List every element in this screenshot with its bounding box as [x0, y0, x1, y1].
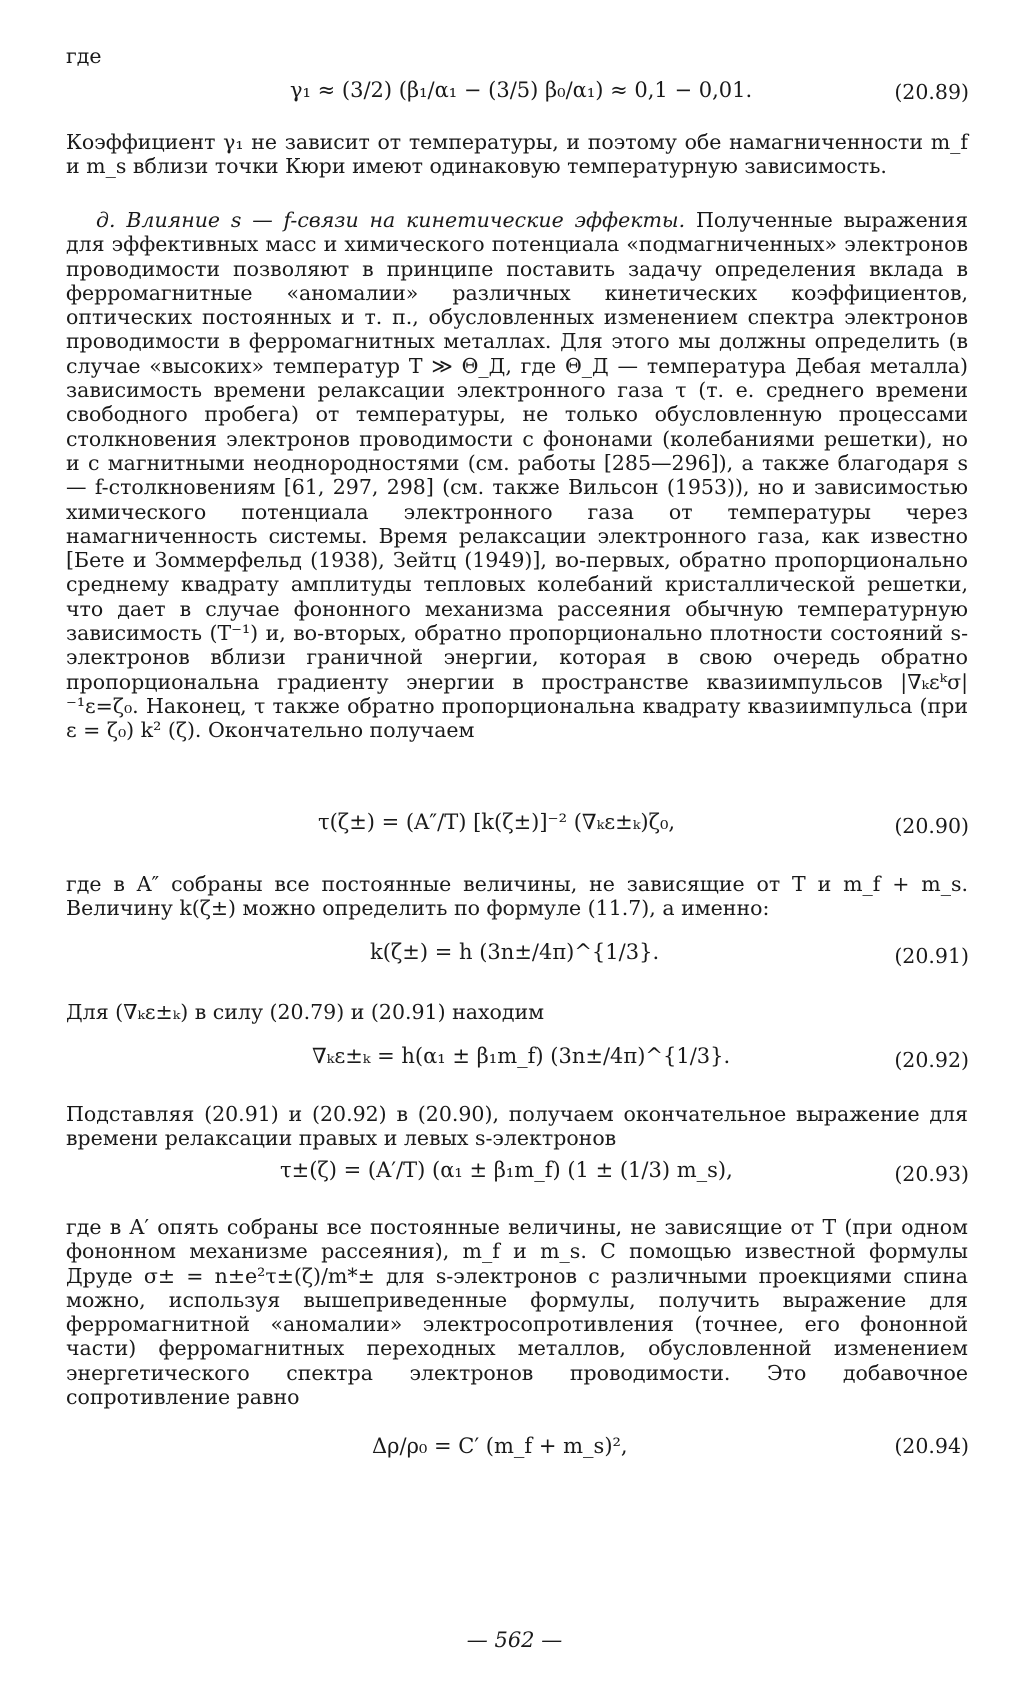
paragraph-2 [66, 208, 968, 743]
formula-20-93: τ±(ζ) = (A′/T) (α₁ ± β₁m_f) (1 ± (1/3) m_s), [280, 1158, 733, 1182]
equation-number-20-90: (20.90) [894, 814, 969, 838]
paragraph-5: Подставляя (20.91) и (20.92) в (20.90), получаем окончательное выражение для времени релаксации правых и левых s-электронов [66, 1102, 968, 1151]
paragraph-3: где в A″ собраны все постоянные величины, не зависящие от T и m_f + m_s. Величину k(ζ±) можно определить по формуле (11.7), а именно: [66, 872, 968, 921]
formula-20-94: Δρ/ρ₀ = C′ (m_f + m_s)², [372, 1434, 628, 1458]
equation-number-20-89: (20.89) [894, 80, 969, 104]
page-number: — 562 — [466, 1628, 563, 1652]
formula-20-89: γ₁ ≈ (3/2) (β₁/α₁ − (3/5) β₀/α₁) ≈ 0,1 − 0,01. [290, 78, 753, 102]
formula-20-90: τ(ζ±) = (A″/T) [k(ζ±)]⁻² (∇ₖε±ₖ)ζ₀, [318, 810, 676, 834]
paragraph-2-text: Полученные выражения для эффективных масс и химического потенциала «подмагниченных» электронов проводимости позволяют в принципе поставить задачу определения вклада в ферромагнитные «аномалии» различных кинетических коэффициентов, оптических постоянных и т. п., обусловленных изменением спектра электронов проводимости в ферромагнитных металлах. Для этого мы должны определить (в случае «высоких» температур T ≫ Θ_Д, где Θ_Д — температура Дебая металла) зависимость времени релаксации электронного газа τ (т. е. среднего времени свободного пробега) от температуры, не только обусловленную процессами столкновения электронов проводимости с фононами (колебаниями решетки), но и с магнитными неоднородностями (см. работы [285—296]), а также благодаря s — f-столкновениям [61, 297, 298] (см. также Вильсон (1953)), но и зависимостью химического потенциала электронного газа от температуры через намагниченность системы. Время релаксации электронного газа, как известно [Бете и Зоммерфельд (1938), Зейтц (1949)], во-первых, обратно пропорционально среднему квадрату амплитуды тепловых колебаний кристаллической решетки, что дает в случае фононного механизма рассеяния обычную температурную зависимость (T⁻¹) и, во-вторых, обратно пропорционально плотности состояний s-электронов вблизи граничной энергии, которая в свою очередь обратно пропорциональна градиенту энергии в пространстве квазиимпульсов |∇ₖεᵏσ|⁻¹ε=ζ₀. Наконец, τ также обратно пропорциональна квадрату квазиимпульса (при ε = ζ₀) k² (ζ). Окончательно получаем [66, 208, 969, 743]
paragraph-1: Коэффициент γ₁ не зависит от температуры, и поэтому обе намагниченности m_f и m_s вблизи точки Кюри имеют одинаковую температурную зависимость. [66, 130, 968, 179]
section-heading: д. Влияние s — f-связи на кинетические эффекты. [96, 208, 686, 232]
equation-number-20-91: (20.91) [894, 944, 969, 968]
equation-number-20-92: (20.92) [894, 1048, 969, 1072]
paragraph-6: где в A′ опять собраны все постоянные величины, не зависящие от T (при одном фононном механизме рассеяния), m_f и m_s. С помощью известной формулы Друде σ± = n±e²τ±(ζ)/m*± для s-электронов с различными проекциями спина можно, используя вышеприведенные формулы, получить выражение для ферромагнитной «аномалии» электросопротивления (точнее, его фононной части) ферромагнитных переходных металлов, обусловленной изменением энергетического спектра электронов проводимости. Это добавочное сопротивление равно [66, 1215, 968, 1410]
equation-number-20-93: (20.93) [894, 1162, 969, 1186]
equation-number-20-94: (20.94) [894, 1434, 969, 1458]
formula-20-92: ∇ₖε±ₖ = h(α₁ ± β₁m_f) (3n±/4π)^{1/3}. [312, 1044, 731, 1068]
paragraph-4: Для (∇ₖε±ₖ) в силу (20.79) и (20.91) находим [66, 1000, 545, 1024]
intro-word: где [66, 44, 102, 68]
formula-20-91: k(ζ±) = h (3n±/4π)^{1/3}. [370, 940, 660, 964]
